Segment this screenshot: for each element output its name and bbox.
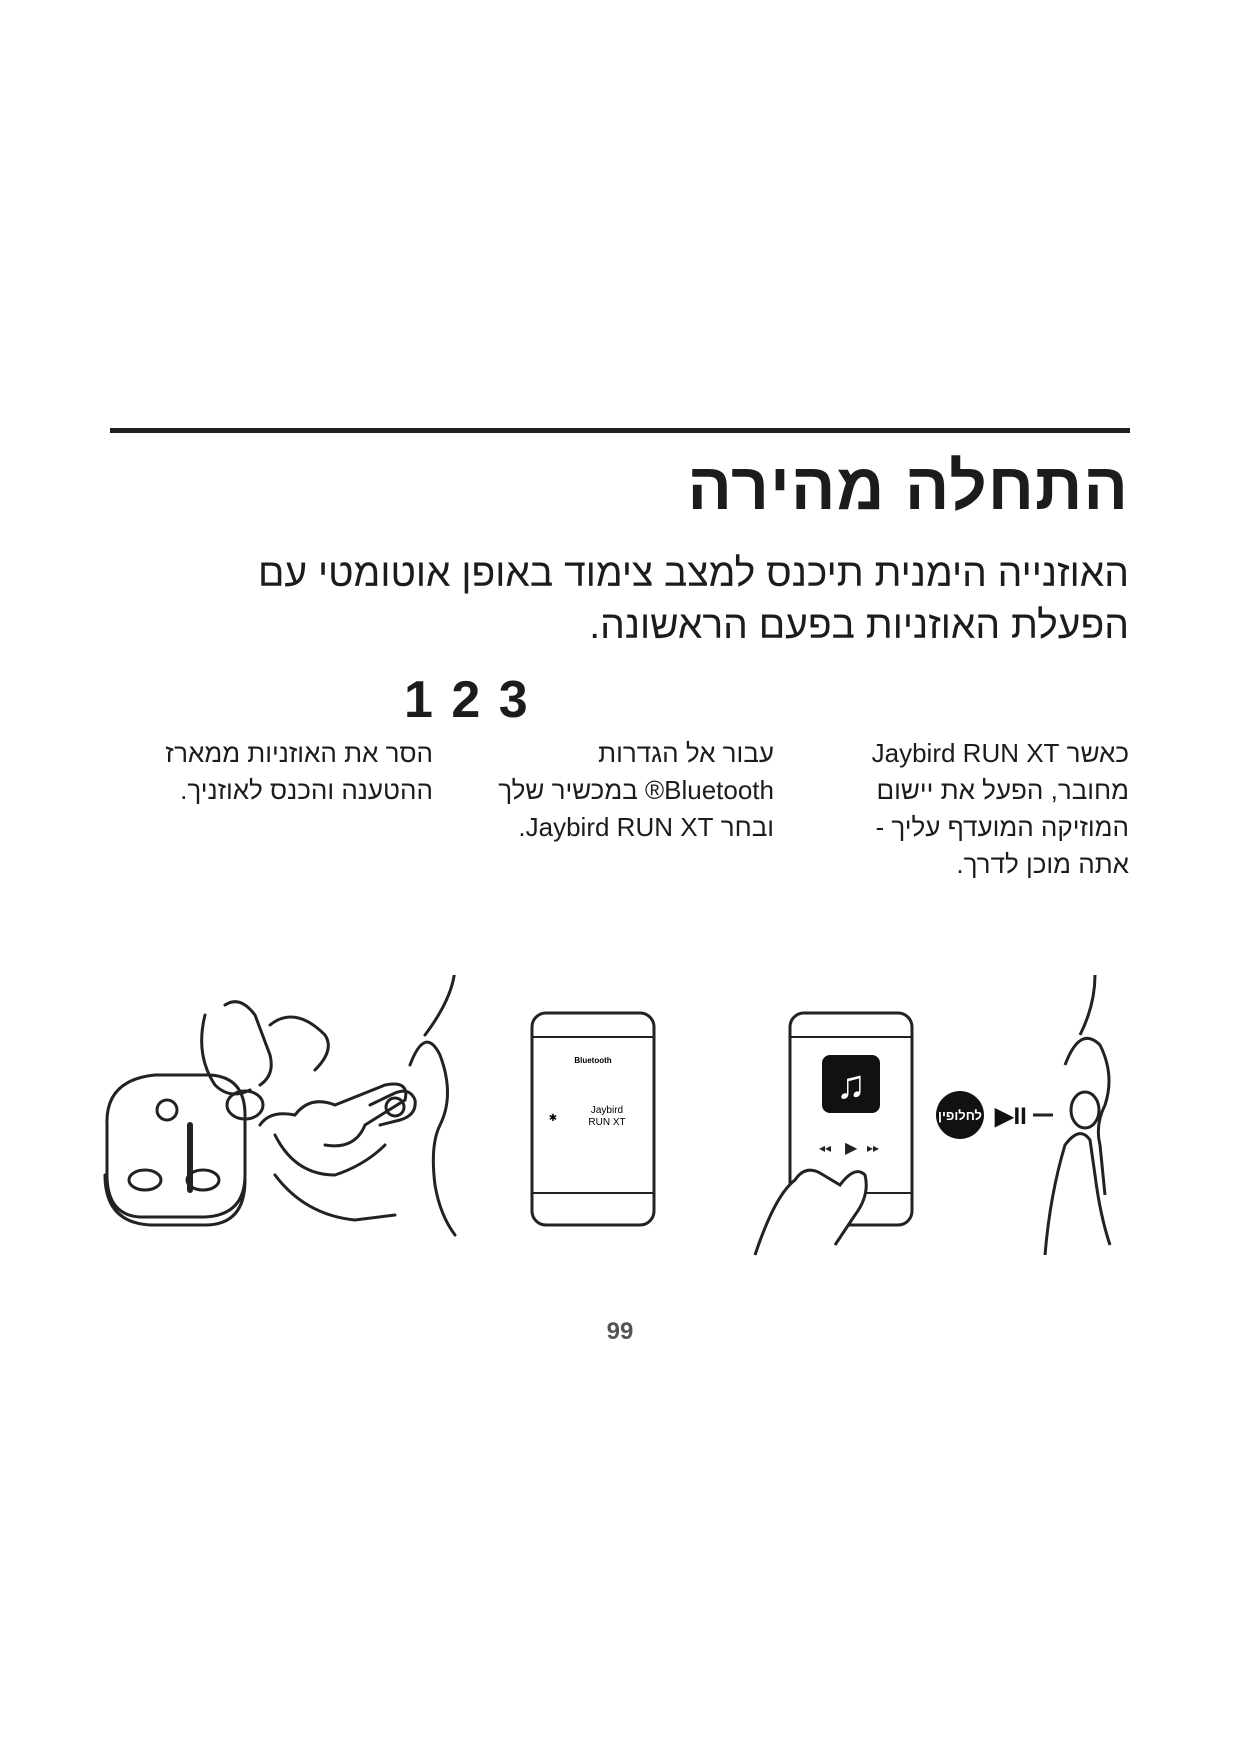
earbud-control-illustration — [936, 975, 1110, 1255]
music-phone-illustration — [755, 1013, 912, 1255]
page-title: התחלה מהירה — [687, 449, 1129, 523]
page-number: 99 — [606, 1318, 634, 1345]
bluetooth-label: Bluetooth — [574, 1056, 612, 1065]
insert-earbud-illustration — [260, 975, 455, 1235]
rewind-icon: ◂◂ — [819, 1141, 832, 1155]
step-1-text: כאשר Jaybird RUN XT מחובר, הפעל את יישום המוזיקה המועדף עליך - אתה מוכן לדרך. — [871, 738, 1129, 879]
music-note-icon: ♫ — [836, 1063, 866, 1107]
step-2-text: עבור אל הגדרות Bluetooth® במכשיר שלך ובחר Jaybird RUN XT. — [498, 738, 774, 842]
step-3-text: הסר את האוזניות ממארז ההטענה והכנס לאוזניך. — [165, 738, 433, 805]
toggle-label: לחלופין — [938, 1108, 982, 1123]
play-icon: ▶ — [845, 1140, 858, 1157]
device-name-line2: RUN XT — [588, 1117, 626, 1128]
step-numbers: 1 2 3 — [404, 671, 530, 729]
fast-forward-icon: ▸▸ — [867, 1141, 880, 1155]
header-rule — [110, 428, 1130, 433]
bluetooth-phone-illustration — [532, 1013, 654, 1225]
play-pause-icon: ▶II — [995, 1103, 1027, 1130]
instructions-illustration — [95, 975, 1155, 1275]
intro-text: האוזנייה הימנית תיכנס למצב צימוד באופן אוטומטי עם הפעלת האוזניות בפעם הראשונה. — [257, 552, 1129, 647]
bluetooth-small-icon: ✱ — [548, 1113, 558, 1124]
device-name-line1: Jaybird — [590, 1105, 624, 1116]
